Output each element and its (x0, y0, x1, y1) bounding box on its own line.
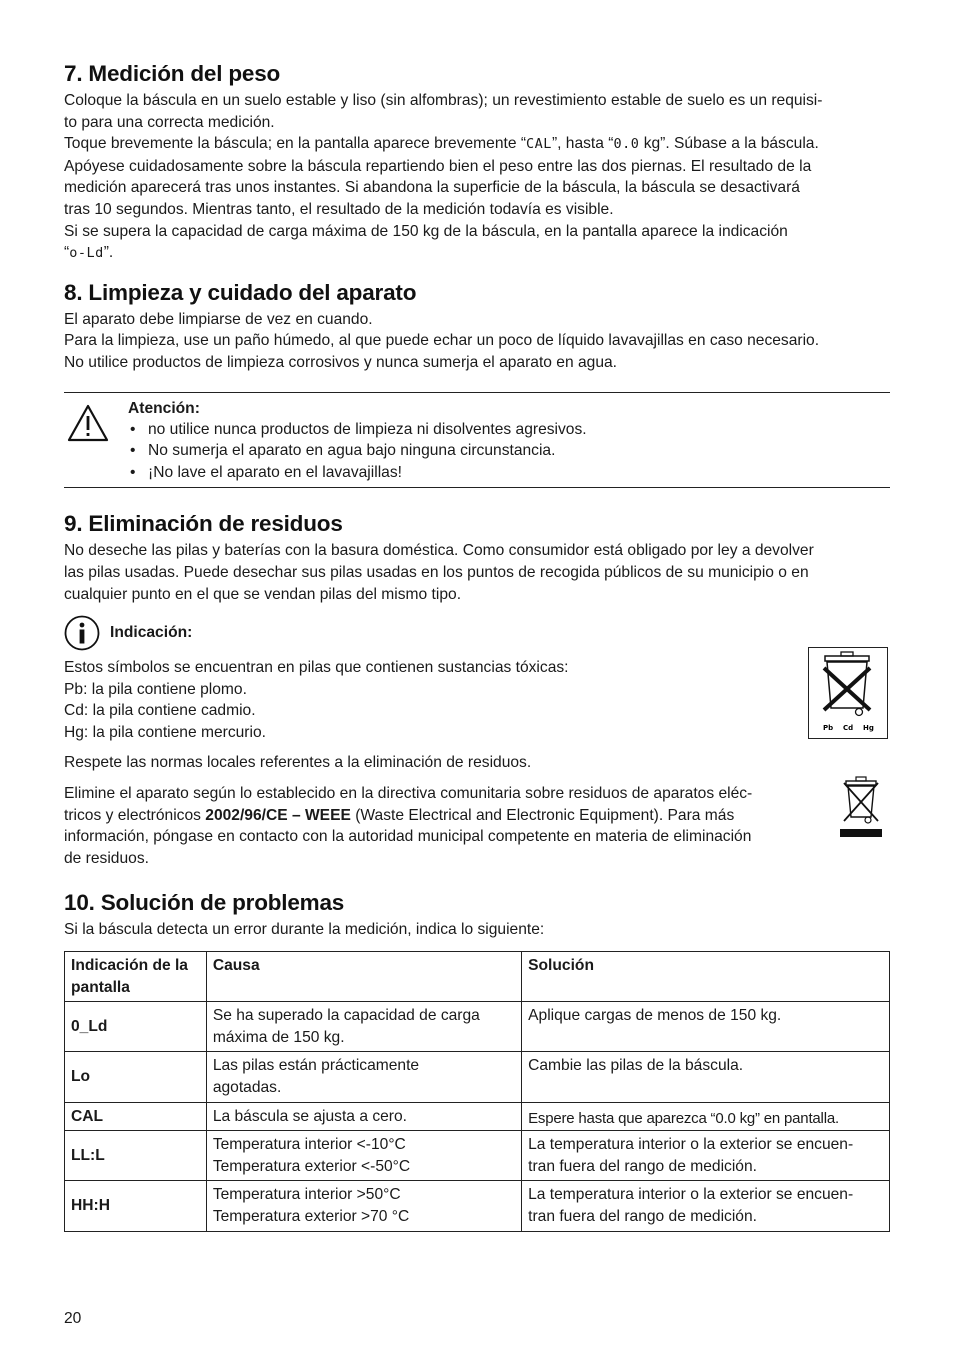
cell-cause (206, 1002, 521, 1052)
s7-line: medición aparecerá tras unos instantes. Si abandona la superficie de la báscula, la báscula se desactivará (64, 179, 800, 197)
section-weight-measurement (64, 60, 890, 265)
battery-info-text (64, 657, 890, 743)
cell-cause (206, 1181, 521, 1231)
weee-line: de residuos. (64, 849, 149, 867)
section-7-title: 7. Medición del peso (64, 61, 281, 86)
header-solution: Solución (522, 952, 890, 1002)
s9-line: cualquier punto en el que se vendan pilas del mismo tipo. (64, 585, 462, 603)
solution-line: tran fuera del rango de medición. (528, 1207, 757, 1225)
solution-line: La temperatura interior o la exterior se encuen- (528, 1136, 854, 1154)
crossed-bin-battery-icon (809, 648, 887, 738)
zero-display-text: 0.0 (613, 136, 640, 153)
warning-title: Atención: (128, 399, 200, 417)
cause-line: Temperatura exterior >70 °C (212, 1207, 410, 1225)
s7-line: Toque brevemente la báscula; en la pantalla aparece brevemente “ (64, 135, 527, 153)
warning-item: • no utilice nunca productos de limpieza ni disolventes agresivos. (128, 419, 890, 441)
section-10-title: 10. Solución de problemas (64, 890, 345, 916)
table-row (65, 1131, 890, 1181)
s8-line: El aparato debe limpiarse de vez en cuando. (64, 310, 373, 328)
s7-paragraph (64, 133, 890, 220)
solution-line: tran fuera del rango de medición. (528, 1157, 757, 1175)
s9-line: las pilas usadas. Puede desechar sus pilas usadas en los puntos de recogida públicos de su municipio o en (64, 563, 809, 581)
cell-solution (522, 1102, 890, 1131)
troubleshooting-table (64, 951, 890, 1232)
weee-crossed-bin-icon (838, 775, 884, 839)
s8-line: Para la limpieza, use un paño húmedo, al que puede echar un poco de líquido lavavajillas en caso necesario. (64, 332, 820, 350)
warning-list (128, 419, 890, 484)
battery-info-line: Pb: la pila contiene plomo. (64, 680, 247, 698)
info-label: Indicación: (110, 624, 193, 642)
s7-paragraph (64, 221, 890, 265)
s7-line: “ (64, 244, 70, 262)
cell-cause (206, 1131, 521, 1181)
local-regulations-text: Respete las normas locales referentes a la eliminación de residuos. (64, 754, 532, 772)
battery-label-cd: Cd (843, 724, 854, 733)
warning-box (64, 392, 890, 489)
overload-display-text: o-Ld (69, 245, 104, 262)
cell-display: HH:H (65, 1181, 207, 1231)
s9-paragraph (64, 540, 890, 605)
battery-info-line: Estos símbolos se encuentran en pilas que contienen sustancias tóxicas: (64, 659, 569, 677)
cell-cause (206, 1102, 521, 1131)
s7-line: to para una correcta medición. (64, 113, 275, 131)
solution-line: La temperatura interior o la exterior se encuen- (528, 1186, 854, 1204)
table-row (65, 1052, 890, 1102)
s7-line: kg”. Súbase a la báscula. (639, 135, 819, 153)
page-number: 20 (64, 1310, 82, 1327)
cell-cause (206, 1052, 521, 1102)
solution-line: Aplique cargas de menos de 150 kg. (528, 1007, 782, 1025)
section-8-title: 8. Limpieza y cuidado del aparato (64, 279, 417, 305)
cause-line: Temperatura exterior <-50°C (212, 1157, 411, 1175)
s8-line: No utilice productos de limpieza corrosivos y nunca sumerja el aparato en agua. (64, 353, 618, 371)
section-troubleshooting (64, 889, 890, 1231)
cell-solution (522, 1052, 890, 1102)
warning-item: • No sumerja el aparato en agua bajo ninguna circunstancia. (128, 440, 890, 462)
cell-solution (522, 1181, 890, 1231)
cause-line: Temperatura interior <-10°C (212, 1136, 406, 1154)
section-cleaning (64, 279, 890, 374)
troubleshooting-intro: Si la báscula detecta un error durante la medición, indica lo siguiente: (64, 921, 545, 939)
s8-paragraph (64, 309, 890, 374)
weee-block (64, 783, 890, 869)
cause-line: Temperatura interior >50°C (212, 1186, 401, 1204)
battery-label-hg: Hg (863, 724, 874, 733)
table-row (65, 1181, 890, 1231)
cause-line: Se ha superado la capacidad de carga (212, 1007, 480, 1025)
cell-display: LL:L (65, 1131, 207, 1181)
weee-line: información, póngase en contacto con la autoridad municipal competente en materia de eliminación (64, 828, 752, 846)
cell-display: 0_Ld (65, 1002, 207, 1052)
section-disposal (64, 510, 890, 869)
battery-disposal-symbol (808, 647, 888, 739)
table-header-row (65, 952, 890, 1002)
cell-solution (522, 1002, 890, 1052)
weee-directive: 2002/96/CE – WEEE (205, 806, 351, 824)
cell-display: Lo (65, 1052, 207, 1102)
cell-display: CAL (65, 1102, 207, 1131)
table-row (65, 1002, 890, 1052)
header-cause: Causa (206, 952, 521, 1002)
info-heading (64, 615, 890, 651)
cal-display-text: CAL (526, 136, 552, 153)
battery-info-line: Cd: la pila contiene cadmio. (64, 702, 256, 720)
solution-line: Espere hasta que aparezca “0.0 kg” en pantalla. (528, 1109, 839, 1127)
s7-line: Apóyese cuidadosamente sobre la báscula repartiendo bien el peso entre las dos piernas. El resultado de la (64, 157, 812, 175)
solution-line: Cambie las pilas de la báscula. (528, 1057, 744, 1075)
cause-line: máxima de 150 kg. (212, 1028, 345, 1046)
cause-line: agotadas. (212, 1079, 282, 1096)
s7-line: Coloque la báscula en un suelo estable y liso (sin alfombras); un revestimiento estable de suelo es un requisi- (64, 92, 823, 109)
info-icon (64, 615, 100, 651)
weee-line: Elimine el aparato según lo establecido en la directiva comunitaria sobre residuos de aparatos eléc- (64, 785, 753, 803)
weee-line: tricos y electrónicos (64, 806, 206, 824)
section-9-title: 9. Eliminación de residuos (64, 511, 343, 537)
warning-triangle-icon (66, 403, 110, 443)
cause-line: Las pilas están prácticamente (212, 1057, 420, 1075)
s9-line: No deseche las pilas y baterías con la basura doméstica. Como consumidor está obligado por ley a devolver (64, 542, 814, 560)
battery-info-line: Hg: la pila contiene mercurio. (64, 723, 266, 741)
weee-line: (Waste Electrical and Electronic Equipment). Para más (350, 806, 735, 824)
s7-line: tras 10 segundos. Mientras tanto, el resultado de la medición todavía es visible. (64, 200, 614, 218)
s7-paragraph (64, 90, 890, 133)
s7-line: ”. (103, 244, 114, 262)
page (64, 56, 890, 1232)
s7-line: Si se supera la capacidad de carga máxima de 150 kg de la báscula, en la pantalla aparece la indicación (64, 222, 788, 240)
warning-item: • ¡No lave el aparato en el lavavajillas! (128, 462, 890, 484)
header-display: Indicación de la pantalla (65, 952, 207, 1002)
cause-line: La báscula se ajusta a cero. (212, 1107, 407, 1125)
battery-label-pb: Pb (823, 724, 834, 733)
battery-info-block (64, 657, 890, 743)
s7-line: ”, hasta “ (551, 135, 614, 153)
weee-text (64, 783, 890, 869)
cell-solution (522, 1131, 890, 1181)
table-row (65, 1102, 890, 1131)
